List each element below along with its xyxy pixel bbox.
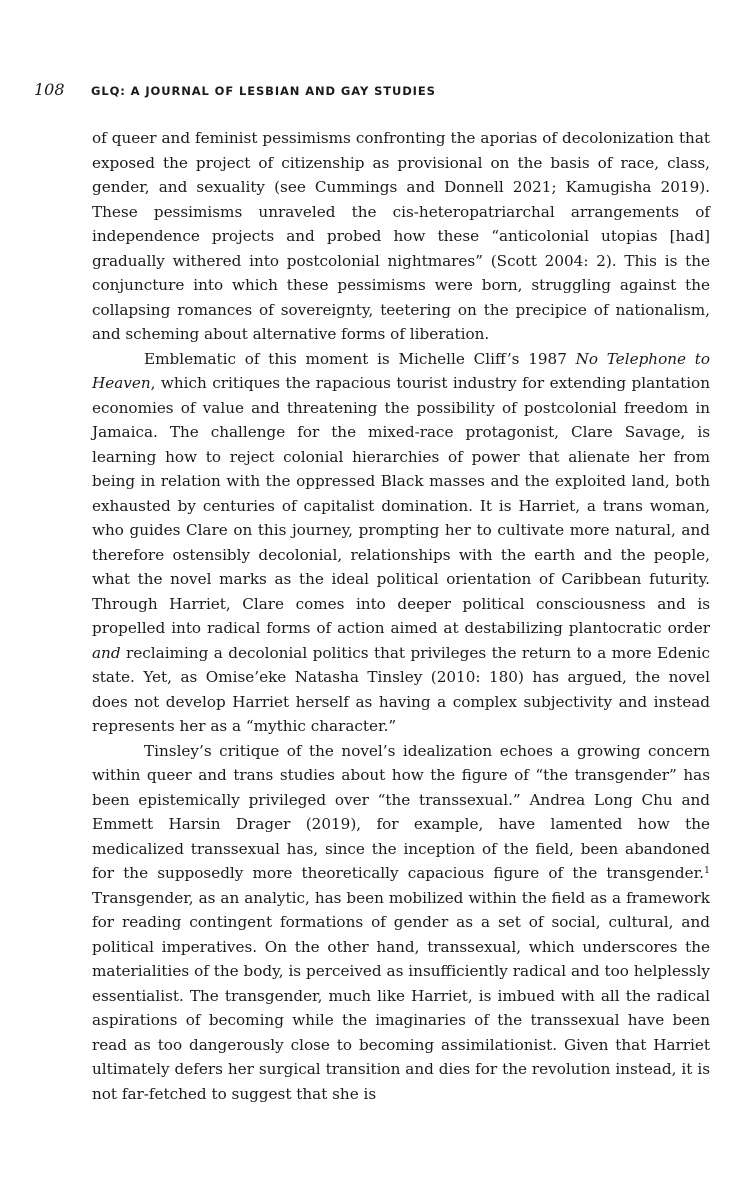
paragraph-2 — [92, 347, 710, 739]
paragraph-3-text-start: Tinsley’s critique of the novel’s idealization echoes a growing concern within queer and trans studies about how the figure of “the transgender” has been epistemically privileged over “the transsexual.” Andrea Long Chu and Emmett Harsin Drager (2019), for example, have lamented how the medicalized transsexual has, since the inception of the field, been abandoned for the supposedly more theoretically capacious figure of the transgender. — [92, 741, 710, 882]
book-title: No Telephone to Heaven — [92, 349, 710, 392]
paragraph-2-text-middle: , which critiques the rapacious tourist industry for extending plantation economies of value and threatening the possibility of postcolonial freedom in Jamaica. The challenge for the mixed-race protagonist, Clare Savage, is learning how to reject colonial hierarchies of power that alienate her from being in relation with the oppressed Black masses and the exploited land, both exhausted by centuries of capitalist domination. It is Harriet, a trans woman, who guides Clare on this journey, prompting her to cultivate more natural, and therefore ostensibly decolonial, relationships with the earth and the people, what the novel marks as the ideal political orientation of Caribbean futurity. Through Harriet, Clare comes into deeper political consciousness and is propelled into radical forms of action aimed at destabilizing plantocratic order — [92, 374, 710, 637]
footnote-reference: 1 — [704, 865, 710, 877]
paragraph-3 — [92, 739, 710, 1107]
paragraph-3-text-end: Transgender, as an analytic, has been mobilized within the field as a framework for reading contingent formations of gender as a set of social, cultural, and political imperatives. On the other hand, transsexual, which underscores the materialities of the body, is perceived as insufficiently radical and too helplessly essentialist. The transgender, much like Harriet, is imbued with all the radical aspirations of becoming while the imaginaries of the transsexual have been read as too dangerously close to becoming assimilationist. Given that Harriet ultimately defers her surgical transition and dies for the revolution instead, it is not far-fetched to suggest that she is — [92, 888, 710, 1103]
journal-title: GLQ: A JOURNAL OF LESBIAN AND GAY STUDIES — [91, 84, 436, 98]
paragraph-2-text-start: Emblematic of this moment is Michelle Cliff’s 1987 — [144, 349, 576, 368]
article-body — [92, 126, 710, 1106]
running-header — [34, 80, 436, 104]
paragraph-1-text: of queer and feminist pessimisms confronting the aporias of decolonization that exposed the project of citizenship as provisional on the basis of race, class, gender, and sexuality (see Cummings and Donnell 2021; Kamugisha 2019). These pessimisms unraveled the cis-heteropatriarchal arrangements of independence projects and probed how these “anticolonial utopias [had] gradually withered into postcolonial nightmares” (Scott 2004: 2). This is the conjuncture into which these pessimisms were born, struggling against the collapsing romances of sovereignty, teetering on the precipice of nationalism, and scheming about alternative forms of liberation. — [92, 129, 710, 343]
paragraph-2-text-end: reclaiming a decolonial politics that privileges the return to a more Edenic state. Yet, as Omise’eke Natasha Tinsley (2010: 180) has argued, the novel does not develop Harriet herself as having a complex subjectivity and instead represents her as a “mythic character.” — [92, 643, 710, 735]
page-number: 108 — [34, 80, 65, 99]
paragraph-1 — [92, 126, 710, 347]
emphasis-word: and — [92, 643, 121, 662]
